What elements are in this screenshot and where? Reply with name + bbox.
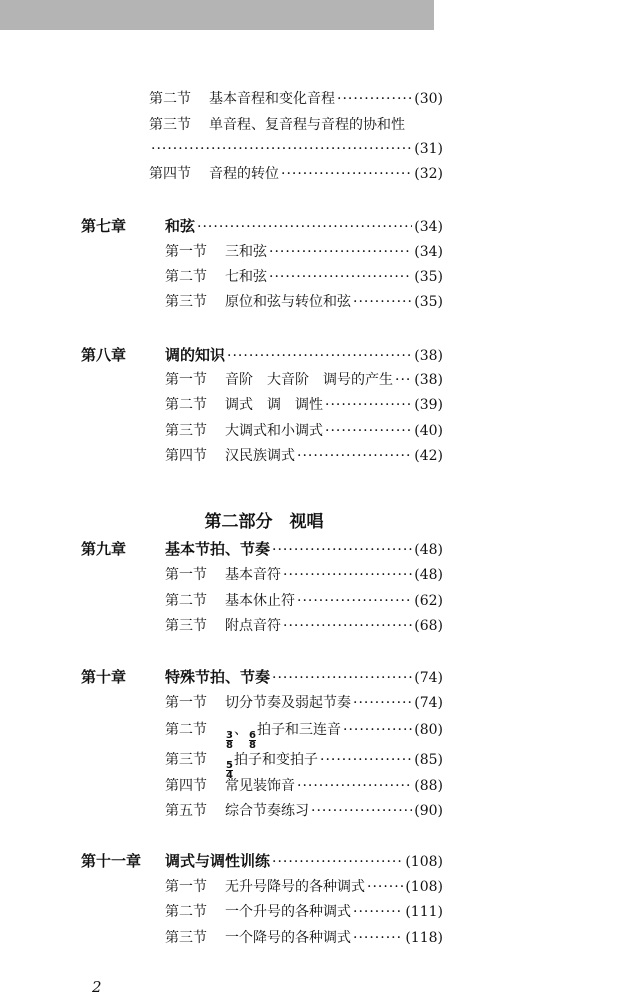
time-signature-icon bbox=[249, 731, 256, 750]
section-number: 第三节 bbox=[165, 294, 207, 310]
toc-section-entry bbox=[149, 89, 443, 109]
part-heading: 第二部分 视唱 bbox=[204, 512, 324, 532]
entry-title: 汉民族调式 bbox=[225, 448, 295, 464]
entry-title: 调式 调 调性 bbox=[225, 397, 323, 413]
page-ref: (74) bbox=[414, 670, 443, 686]
entry-title: 切分节奏及弱起节奏 bbox=[225, 695, 351, 711]
leader-dots bbox=[297, 776, 412, 796]
separator: 、 bbox=[234, 722, 248, 738]
page-ref: (118) bbox=[405, 930, 443, 946]
section-number: 第四节 bbox=[165, 448, 207, 464]
section-number: 第三节 bbox=[165, 423, 207, 439]
toc-chapter-entry bbox=[81, 667, 443, 687]
page-ref: (80) bbox=[414, 722, 443, 738]
toc-section-entry bbox=[165, 902, 443, 922]
entry-title: 七和弦 bbox=[225, 269, 267, 285]
section-number: 第三节 bbox=[149, 117, 191, 133]
leader-dots bbox=[337, 89, 412, 109]
toc-section-entry bbox=[165, 370, 443, 390]
entry-title: 附点音符 bbox=[225, 618, 281, 634]
entry-title: 基本休止符 bbox=[225, 593, 295, 609]
chapter-number: 第九章 bbox=[81, 540, 127, 558]
toc-section-entry bbox=[149, 115, 443, 135]
section-number: 第二节 bbox=[165, 722, 207, 738]
leader-dots bbox=[353, 902, 403, 922]
fraction-denominator: 8 bbox=[249, 740, 256, 751]
page-ref: (48) bbox=[414, 542, 443, 558]
page-ref: (62) bbox=[414, 593, 443, 609]
fraction-denominator: 4 bbox=[226, 770, 233, 781]
leader-dots bbox=[311, 801, 412, 821]
leader-dots bbox=[325, 395, 412, 415]
page-ref: (85) bbox=[414, 752, 443, 768]
toc-section-entry bbox=[149, 164, 443, 184]
page-ref: (35) bbox=[414, 269, 443, 285]
section-number: 第三节 bbox=[165, 752, 207, 768]
toc-section-entry bbox=[165, 776, 443, 796]
leader-dots bbox=[367, 877, 403, 897]
leader-dots bbox=[297, 446, 412, 466]
section-number: 第二节 bbox=[165, 593, 207, 609]
leader-dots bbox=[283, 565, 412, 585]
page-number: 2 bbox=[92, 978, 102, 996]
page-ref: (38) bbox=[414, 348, 443, 364]
fraction-denominator: 8 bbox=[226, 740, 233, 751]
leader-dots bbox=[281, 164, 412, 184]
toc-chapter-entry bbox=[81, 216, 443, 236]
toc-section-entry bbox=[165, 267, 443, 287]
toc-section-entry bbox=[165, 292, 443, 312]
toc-chapter-entry bbox=[81, 539, 443, 559]
toc-chapter-entry bbox=[81, 851, 443, 871]
toc-section-entry bbox=[165, 242, 443, 262]
toc-section-entry bbox=[165, 591, 443, 611]
leader-dots bbox=[353, 292, 412, 312]
chapter-number: 第八章 bbox=[81, 346, 127, 364]
entry-title: 调的知识 bbox=[165, 346, 226, 364]
fraction-numerator: 3 bbox=[226, 730, 233, 741]
page-ref: (88) bbox=[414, 778, 443, 794]
leader-dots bbox=[353, 693, 412, 713]
entry-title: 单音程、复音程与音程的协和性 bbox=[209, 117, 405, 133]
chapter-number: 第七章 bbox=[81, 217, 127, 235]
toc-section-entry bbox=[165, 693, 443, 713]
page-ref: (74) bbox=[414, 695, 443, 711]
toc-section-entry-continued bbox=[149, 139, 443, 159]
page-ref: (30) bbox=[414, 91, 443, 107]
entry-title-text: 拍子和三连音 bbox=[257, 722, 341, 738]
section-number: 第二节 bbox=[149, 91, 191, 107]
toc-section-entry bbox=[165, 421, 443, 441]
toc-chapter-entry bbox=[81, 345, 443, 365]
section-number: 第四节 bbox=[149, 166, 191, 182]
toc-section-entry bbox=[165, 801, 443, 821]
section-number: 第二节 bbox=[165, 397, 207, 413]
entry-title: 一个降号的各种调式 bbox=[225, 930, 351, 946]
page-ref: (90) bbox=[414, 803, 443, 819]
leader-dots bbox=[343, 720, 412, 740]
section-number: 第一节 bbox=[165, 372, 207, 388]
toc-section-entry bbox=[165, 616, 443, 636]
leader-dots bbox=[272, 668, 412, 688]
page-ref: (42) bbox=[414, 448, 443, 464]
page-ref: (34) bbox=[414, 219, 443, 235]
leader-dots bbox=[297, 591, 412, 611]
page-ref: (39) bbox=[414, 397, 443, 413]
leader-dots bbox=[269, 267, 412, 287]
section-number: 第一节 bbox=[165, 695, 207, 711]
page-ref: (32) bbox=[414, 166, 443, 182]
section-number: 第三节 bbox=[165, 930, 207, 946]
toc-section-entry bbox=[165, 446, 443, 466]
page-ref: (34) bbox=[414, 244, 443, 260]
entry-title: 三和弦 bbox=[225, 244, 267, 260]
page-ref: (108) bbox=[405, 854, 443, 870]
toc-section-entry bbox=[165, 877, 443, 897]
section-number: 第四节 bbox=[165, 778, 207, 794]
section-number: 第一节 bbox=[165, 879, 207, 895]
toc-section-entry bbox=[165, 928, 443, 948]
entry-title: 音阶 大音阶 调号的产生 bbox=[225, 372, 393, 388]
entry-title: 基本节拍、节奏 bbox=[165, 540, 271, 558]
leader-dots bbox=[227, 346, 412, 366]
page-ref: (40) bbox=[414, 423, 443, 439]
leader-dots bbox=[283, 616, 412, 636]
fraction-numerator: 6 bbox=[249, 730, 256, 741]
chapter-number: 第十章 bbox=[81, 668, 127, 686]
entry-title: 基本音程和变化音程 bbox=[209, 91, 335, 107]
entry-title bbox=[225, 720, 341, 750]
section-number: 第一节 bbox=[165, 567, 207, 583]
leader-dots bbox=[325, 421, 412, 441]
page-ref: (111) bbox=[405, 904, 443, 920]
section-number: 第二节 bbox=[165, 269, 207, 285]
entry-title: 常见装饰音 bbox=[225, 778, 295, 794]
entry-title: 调式与调性训练 bbox=[165, 852, 271, 870]
page-ref: (68) bbox=[414, 618, 443, 634]
page-ref: (38) bbox=[414, 372, 443, 388]
header-bar bbox=[0, 0, 434, 30]
entry-title: 综合节奏练习 bbox=[225, 803, 309, 819]
entry-title: 特殊节拍、节奏 bbox=[165, 668, 271, 686]
page-ref: (35) bbox=[414, 294, 443, 310]
leader-dots bbox=[320, 750, 412, 770]
leader-dots bbox=[353, 928, 403, 948]
leader-dots bbox=[272, 540, 412, 560]
section-number: 第二节 bbox=[165, 904, 207, 920]
chapter-number: 第十一章 bbox=[81, 852, 142, 870]
toc-section-entry bbox=[165, 395, 443, 415]
leader-dots bbox=[395, 370, 412, 390]
toc-section-entry bbox=[165, 565, 443, 585]
entry-title-text: 拍子和变拍子 bbox=[234, 752, 318, 768]
entry-title: 原位和弦与转位和弦 bbox=[225, 294, 351, 310]
fraction-numerator: 5 bbox=[226, 760, 233, 771]
entry-title: 无升号降号的各种调式 bbox=[225, 879, 365, 895]
section-number: 第五节 bbox=[165, 803, 207, 819]
leader-dots bbox=[151, 139, 412, 159]
section-number: 第三节 bbox=[165, 618, 207, 634]
entry-title: 大调式和小调式 bbox=[225, 423, 323, 439]
entry-title: 音程的转位 bbox=[209, 166, 279, 182]
entry-title: 一个升号的各种调式 bbox=[225, 904, 351, 920]
page-ref: (108) bbox=[405, 879, 443, 895]
leader-dots bbox=[197, 217, 412, 237]
leader-dots bbox=[272, 852, 403, 872]
entry-title: 和弦 bbox=[165, 217, 196, 235]
entry-title: 基本音符 bbox=[225, 567, 281, 583]
toc-section-entry bbox=[165, 750, 443, 781]
leader-dots bbox=[269, 242, 412, 262]
page-ref: (31) bbox=[414, 141, 443, 157]
time-signature-icon bbox=[226, 731, 233, 750]
page-ref: (48) bbox=[414, 567, 443, 583]
section-number: 第一节 bbox=[165, 244, 207, 260]
toc-section-entry bbox=[165, 720, 443, 751]
